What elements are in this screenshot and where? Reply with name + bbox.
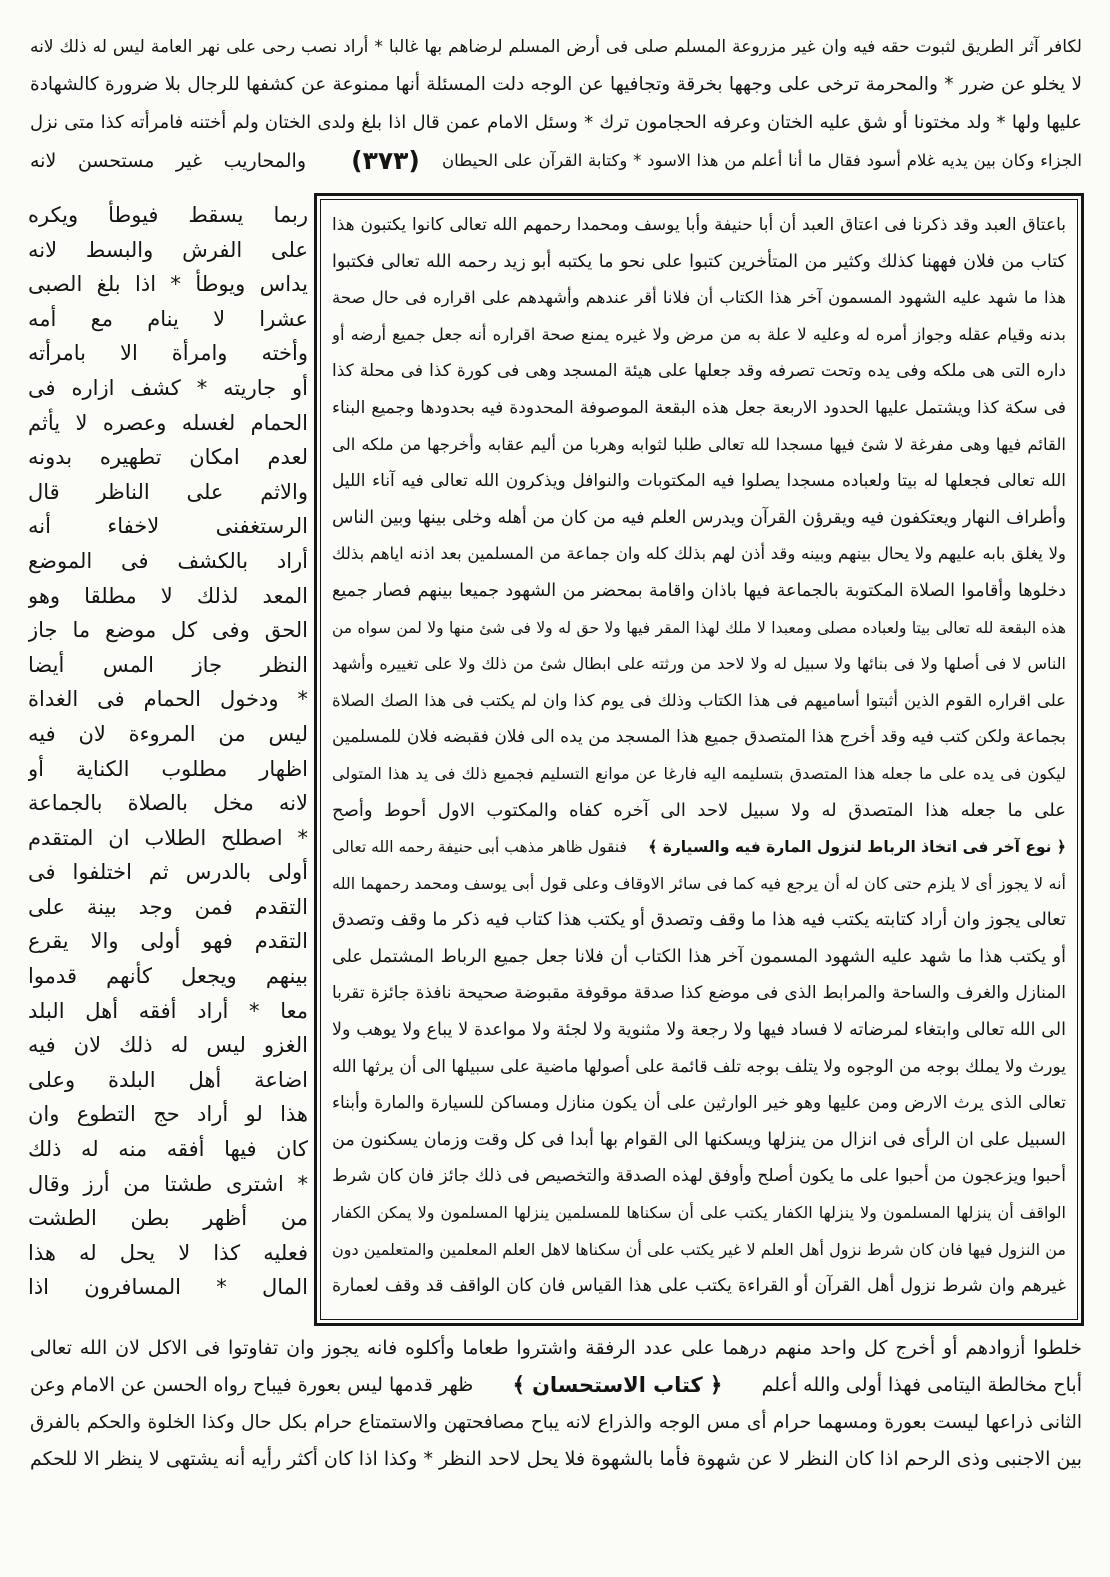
margin-note-line: ليس من المروءة لان فيه — [28, 721, 308, 746]
main-text-frame — [320, 199, 1078, 1320]
margin-note-line: يداس ويوطأ * اذا بلغ الصبى — [28, 272, 308, 297]
margin-note-line: اضاعة أهل البلدة وعلى — [28, 1067, 308, 1092]
main-text-line: داره التى هى ملكه وفى يده وتحت تصرفه وقد جعلها على هيئة المسجد وهى فى كورة كذا فى محلة كذا — [332, 361, 1066, 382]
main-text-line: أحبوا ويزعجون من أحبوا على ما يكون أصلح وأوفق لهذه الصدقة والتخصيص فى ذلك جائز فان كان شرط — [332, 1166, 1066, 1187]
footer-text-line: بين الاجنبى وذى الرحم اذا كان النظر لا عن شهوة فأما بالشهوة فلا يحل لاحد النظر * وكذا اذا كان أكثر رأيه أنه يشتهى لا ينظر الا للحكم — [30, 1448, 1082, 1470]
footer-text-line: خلطوا أزوادهم أو أخرج كل واحد منهم درهما على عدد الرفقة واشتروا طعاما وأكلوه فانه يجوز وان تفاوتوا فى الاكل لان الله تعالى — [30, 1337, 1082, 1359]
footer-chapter-line — [30, 1367, 1082, 1404]
main-text-line: وأطراف النهار ويعتكفون فيه ويقرؤن القرآن ويدرس العلم فيه من كان من أهله وخلى بينها وبين الناس — [332, 507, 1066, 528]
main-text-line: بجماعة ولكن كتب فيه وقد أخرج هذا المتصدق جميع هذا المسجد من يده الى فلان فقبضه فلان للمسلمين — [332, 727, 1066, 748]
main-text-line: يورث ولا يملك بوجه من الوجوه ولا يتلف بوجه تلف قائمة على أصولها ماضية على سبيلها الى أن يرثها الله — [332, 1056, 1066, 1077]
main-text-line: من النزول فيها فان كان شرط نزول أهل العلم لا غير يكتب على أن سكناها لاهل العلم المعلمين والمتعلمين دون — [332, 1239, 1066, 1259]
header-text-line-tail: والمحاريب غير مستحسن لانه — [30, 150, 306, 172]
margin-note-line: التقدم فمن وجد بينة على — [28, 894, 308, 919]
margin-notes-column — [28, 198, 308, 1305]
footer-text-line: الثانى ذراعها ليست بعورة ومسهما حرام أى مس الوجه والذراع لانه يباح مصافحتهن والاستمتاع حرام بكل حال وكذا الخلوة والحكم بالفرق — [30, 1412, 1082, 1433]
margin-note-line: * ودخول الحمام فى الغداة — [28, 687, 308, 712]
margin-note-line: اظهار مطلوب الكناية أو — [28, 756, 308, 781]
main-text-line: فى سكة كذا ويشتمل عليها الحدود الاربعة جعل هذه البقعة الموصوفة المحدودة فيه بحدودها وجميع البناء — [332, 397, 1066, 418]
main-text-line: تعالى الذى يرث الارض ومن عليها وهو خير الوارثين على أن يكون منازل ومساكن للسيارة والمارة وأبناء — [332, 1093, 1066, 1114]
footer-block — [30, 1330, 1082, 1478]
main-text-line: أنه لا يجوز أى لا يلزم حتى كان له أن يرجع فيه كما فى سائر الاوقاف وعلى قول أبى يوسف ومحمد رحمهما الله — [332, 873, 1066, 893]
main-text-line: الناس لا فى أصلها ولا فى بنائها ولا سبيل له ولا لاحد من ورثته على ابطال شئ من ذلك ولا على تغييره وأشهد — [332, 654, 1066, 674]
margin-note-line: ربما يسقط فيوطأ ويكره — [28, 203, 308, 227]
margin-note-line: الحمام لغسله وعصره لا يأثم — [28, 410, 308, 435]
margin-note-line: النظر جاز المس أيضا — [28, 652, 308, 677]
margin-note-line: المال * المسافرون اذا — [28, 1275, 308, 1300]
margin-note-line: أولى بالدرس ثم اختلفوا فى — [28, 860, 308, 885]
main-text-line: دخلوها وأقاموا الصلاة المكتوبة بالجماعة فيها باذان واقامة بمحضر من الشهود جميعا بينهم فصار جميع — [332, 580, 1066, 601]
main-text-line: بدنه وقيام عقله وجواز أمره له وعليه لا علة به من مرض ولا غيره يمنع صحة اقراره أنه جعل جميع أرضه أو — [332, 324, 1066, 344]
main-text-line: ولا يغلق بابه عليهم ولا يحال بينهم وبينه وقد أذن لهم بذلك كله وان جماعة من المسلمين بعد اذنه اياهم بذلك — [332, 544, 1066, 564]
section-heading-continuation: فنقول ظاهر مذهب أبى حنيفة رحمه الله تعالى — [332, 838, 627, 857]
margin-note-line: الرستغفنى لاخفاء أنه — [28, 514, 308, 539]
main-text-box — [314, 193, 1084, 1326]
footer-text-segment: أباح مخالطة اليتامى فهذا أولى والله أعلم — [761, 1374, 1082, 1396]
margin-note-line: التقدم فهو أولى والا يقرع — [28, 929, 308, 954]
margin-note-line: على الفرش والبسط لانه — [28, 237, 308, 262]
main-text-line: السبيل على ان الرأى فى انزال من ينزلها ويسكنها الى القوام بها أبدا فى كل وقت وزمان يسكنون من — [332, 1129, 1066, 1150]
main-text-line: أو يكتب هذا ما شهد عليه الشهود المسمون آخر هذا الكتاب أن فلانا جعل جميع الرباط المشتمل على — [332, 946, 1066, 967]
main-text-line: على ما جعله هذا المتصدق له ولا سبيل لاحد الى آخره كفاه والمكتوب الاول أحوط وأصح — [332, 799, 1066, 821]
main-text-line: الى الله تعالى وابتغاء لمرضاته لا فساد فيها ولا رجعة ولا مثنوية ولا لجئة ولا مواعدة لا يباع ولا يوهب ولا — [332, 1020, 1066, 1041]
margin-note-line: المعد لذلك لا مطلقا وهو — [28, 583, 308, 608]
margin-note-line: وأخته وامرأة الا بامرأته — [28, 341, 308, 366]
header-text-line: الجزاء وكان بين يديه غلام أسود فقال ما أنا أعلم من هذا الاسود * وكتابة القرآن على الحيطان — [442, 151, 1082, 170]
header-text-line: لا يخلو عن ضرر * والمحرمة ترخى على وجهها بخرقة وتجافيها عن الوجه دلت المسئلة أنها ممنوعة عن كشفها للرجال بلا ضرورة كالشهادة — [30, 74, 1082, 95]
margin-note-line: بينهم ويجعل كأنهم قدموا — [28, 964, 308, 989]
margin-note-line: لعدم امكان تطهيره بدونه — [28, 445, 308, 470]
main-text-line: المنازل والغرف والساحة والمرابط الذى فى موضع كذا صدقة موقوفة مقبوضة صحيحة نافذة جائزة تقربا — [332, 983, 1066, 1004]
margin-note-line: عشرا لا ينام مع أمه — [28, 306, 308, 331]
margin-note-line: الحق وفى كل موضع ما جاز — [28, 618, 308, 643]
margin-note-line: هذا لو أراد حج التطوع وان — [28, 1102, 308, 1127]
main-text-line: الواقف أن ينزلها المسلمون ولا ينزلها الكفار يكتب على أن سكناها للمسلمين ينزلها المسلمون ولا يمكن الكفار — [332, 1203, 1066, 1223]
header-lines — [30, 28, 1082, 142]
main-text-line: ليكون فى يده على ما جعله هذا المتصدق بتسليمه اليه فارغا عن موانع التسليم فجميع ذلك فى يد هذا المتولى — [332, 763, 1066, 783]
section-heading-line — [332, 829, 1066, 866]
margin-note-line: والاثم على الناظر قال — [28, 479, 308, 504]
margin-note-line: من أظهر بطن الطشت — [28, 1206, 308, 1231]
header-last-line — [30, 142, 1082, 180]
margin-note-line: الغزو ليس له ذلك لان فيه — [28, 1033, 308, 1058]
main-text-line: على اقراره القوم الذين أثبتوا أساميهم فى هذا الكتاب وذلك فى يوم كذا وان لم يكتب فى هذا الصك الصلاة — [332, 690, 1066, 710]
margin-note-line: كان فيها أفقه منه له ذلك — [28, 1137, 308, 1162]
header-block — [30, 28, 1082, 180]
margin-note-line: أراد بالكشف فى الموضع — [28, 548, 308, 573]
footer-lines — [30, 1404, 1082, 1478]
main-text-line: القائم فيها وهى مفرغة لا شئ فيها مسجدا لله تعالى طلبا لثوابه وهربا من أليم عقابه وأخرجها من ملكه الى — [332, 434, 1066, 454]
header-text-line: عليها ولها * ولد مختونا أو شق عليه الختان وعرفه الحجامون ترك * وسئل الامام عمن قال اذا بلغ ولدى الختان ولم أختنه فامرأته كذا متى نزل — [30, 112, 1082, 133]
main-text-line: باعتاق العبد وقد ذكرنا فى اعتاق العبد أن أبا حنيفة وأبا يوسف ومحمدا رحمهم الله تعالى كانوا يكتبون هذا — [332, 215, 1066, 235]
main-text-line: هذه البقعة لله تعالى بيتا ولعباده مصلى ومعبدا لا ملك لهذا المقر فيها ولا حق له ولا فى شئ منها ولا لمن سواه من — [332, 618, 1066, 637]
margin-note-line: * اصطلح الطلاب ان المتقدم — [28, 825, 308, 850]
page-number: (٣٧٣) — [351, 146, 420, 175]
footer-text-segment: ظهر قدمها ليس بعورة فيباح رواه الحسن عن الامام وعن — [30, 1374, 474, 1396]
margin-note-line: لانه مخل بالصلاة بالجماعة — [28, 791, 308, 816]
main-text-line: كتاب من فلان فههنا كذلك وكثير من المتأخرين كتبوا على نحو ما يكتبه أبو زيد رحمه الله تعالى فكتبوا — [332, 251, 1066, 272]
main-text-line: هذا ما شهد عليه الشهود المسمون آخر هذا الكتاب أن فلانا أقر عندهم وأشهدهم على اقراره فى حال صحة — [332, 288, 1066, 308]
margin-note-line: * اشترى طشتا من أرز وقال — [28, 1171, 308, 1196]
margin-note-line: فعليه كذا لا يحل له هذا — [28, 1240, 308, 1265]
main-text-line: تعالى يجوز وان أراد كتابته يكتب فيه هذا ما وقف وتصدق أو يكتب هذا كتاب فيه ذكر ما وقف وتصدق — [332, 909, 1066, 931]
margin-note-line: أو جاريته * كشف ازاره فى — [28, 375, 308, 400]
chapter-heading: ﴿ كتاب الاستحسان ﴾ — [507, 1367, 729, 1404]
main-text-line: غيرهم وان شرط نزول أهل القرآن أو القراءة يكتب على هذا القياس فان كان الواقف قد وقف لعمارة — [332, 1276, 1066, 1297]
section-heading: ﴿ نوع آخر فى اتخاذ الرباط لنزول المارة فيه والسيارة ﴾ — [648, 829, 1066, 866]
main-text-paragraph — [332, 866, 1066, 1305]
header-text-line: لكافر آثر الطريق لثبوت حقه فيه وان غير مزروعة المسلم صلى فى أرض المسلم لرضاهم بها غالبا * أراد نصب رحى على نهر العامة ليس له ذلك لانه — [30, 37, 1082, 57]
main-text-paragraph — [332, 207, 1066, 829]
main-text-line: الله تعالى فجعلها له بيتا ولعباده مسجدا يصلوا فيه المكتوبات والنوافل ويذكرون الله تعالى فيه آناء الليل — [332, 471, 1066, 492]
margin-note-line: معا * أراد أفقه أهل البلد — [28, 998, 308, 1023]
